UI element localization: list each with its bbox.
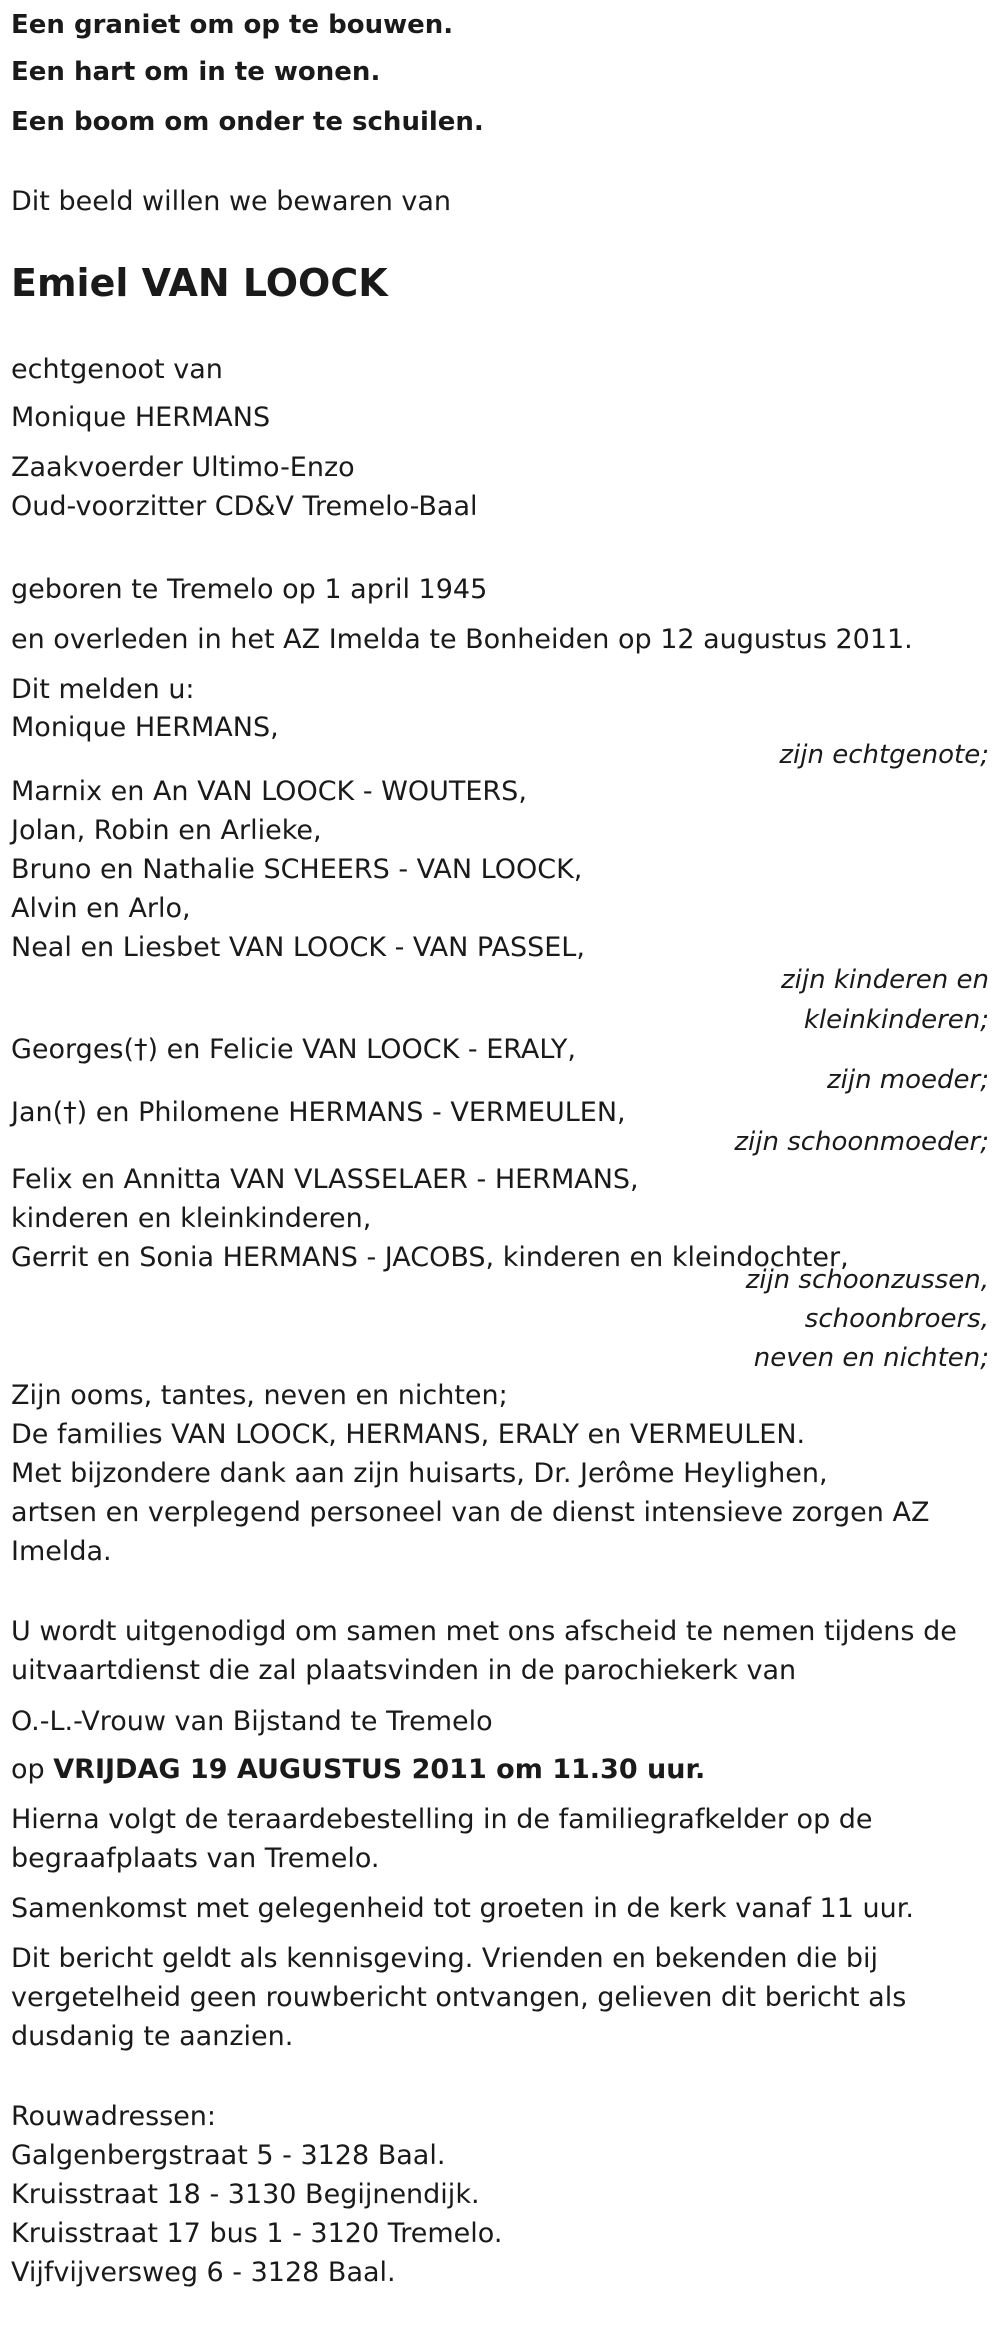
family-line: kinderen en kleinkinderen,	[11, 1203, 372, 1234]
date-prefix: op	[11, 1754, 45, 1785]
family-line: Bruno en Nathalie SCHEERS - VAN LOOCK,	[11, 854, 583, 885]
address-line: Kruisstraat 18 - 3130 Begijnendijk.	[11, 2179, 480, 2210]
family-line: Neal en Liesbet VAN LOOCK - VAN PASSEL,	[11, 932, 585, 963]
family-line: De families VAN LOOCK, HERMANS, ERALY en VERMEULEN.	[11, 1419, 806, 1450]
family-line: Georges(†) en Felicie VAN LOOCK - ERALY,	[11, 1034, 576, 1065]
notice-line: dusdanig te aanzien.	[11, 2021, 294, 2052]
family-line: Gerrit en Sonia HERMANS - JACOBS, kinderen en kleindochter,	[11, 1242, 849, 1273]
family-line: Monique HERMANS,	[11, 712, 279, 743]
address-line: Galgenbergstraat 5 - 3128 Baal.	[11, 2140, 446, 2171]
invitation-line: uitvaartdienst die zal plaatsvinden in de parochiekerk van	[11, 1655, 797, 1686]
family-line: Met bijzondere dank aan zijn huisarts, Dr. Jerôme Heylighen,	[11, 1458, 828, 1489]
spouse-name: Monique HERMANS	[11, 402, 271, 433]
role-line: Oud-voorzitter CD&V Tremelo-Baal	[11, 491, 478, 522]
address-line: Kruisstraat 17 bus 1 - 3120 Tremelo.	[11, 2218, 503, 2249]
family-line: Alvin en Arlo,	[11, 893, 191, 924]
addresses-title: Rouwadressen:	[11, 2101, 217, 2132]
notice-line: Dit bericht geldt als kennisgeving. Vrienden en bekenden die bij	[11, 1943, 879, 1974]
relation-label: kleinkinderen;	[803, 1005, 989, 1035]
relation-label: zijn moeder;	[826, 1065, 989, 1095]
family-line: Jolan, Robin en Arlieke,	[11, 815, 322, 846]
family-line: Marnix en An VAN LOOCK - WOUTERS,	[11, 776, 527, 807]
death-text: en overleden in het AZ Imelda te Bonheiden op 12 augustus 2011.	[11, 624, 913, 655]
announce-intro: Dit melden u:	[11, 674, 195, 705]
intro-text: Dit beeld willen we bewaren van	[11, 186, 452, 217]
motto-line: Een graniet om op te bouwen.	[11, 10, 454, 40]
burial-line: Hierna volgt de teraardebestelling in de familiegrafkelder op de	[11, 1804, 873, 1835]
relation-label: zijn schoonzussen,	[745, 1265, 989, 1295]
family-line: Zijn ooms, tantes, neven en nichten;	[11, 1380, 508, 1411]
date-bold: VRIJDAG 19 AUGUSTUS 2011 om 11.30 uur.	[53, 1754, 706, 1785]
relation-label: schoonbroers,	[804, 1304, 989, 1334]
relation-label: neven en nichten;	[753, 1343, 989, 1373]
spouse-label: echtgenoot van	[11, 354, 223, 385]
address-line: Vijfvijversweg 6 - 3128 Baal.	[11, 2257, 396, 2288]
relation-label: zijn kinderen en	[781, 965, 989, 995]
notice-line: vergetelheid geen rouwbericht ontvangen, gelieven dit bericht als	[11, 1982, 907, 2013]
motto-line: Een boom om onder te schuilen.	[11, 107, 484, 137]
family-line: artsen en verplegend personeel van de dienst intensieve zorgen AZ	[11, 1497, 930, 1528]
family-line: Jan(†) en Philomene HERMANS - VERMEULEN,	[11, 1097, 626, 1128]
burial-line: begraafplaats van Tremelo.	[11, 1843, 380, 1874]
role-line: Zaakvoerder Ultimo-Enzo	[11, 452, 355, 483]
relation-label: zijn echtgenote;	[779, 740, 989, 770]
motto-line: Een hart om in te wonen.	[11, 57, 381, 87]
family-line: Imelda.	[11, 1536, 112, 1567]
church-name: O.-L.-Vrouw van Bijstand te Tremelo	[11, 1706, 493, 1737]
invitation-line: U wordt uitgenodigd om samen met ons afscheid te nemen tijdens de	[11, 1616, 957, 1647]
family-line: Felix en Annitta VAN VLASSELAER - HERMANS,	[11, 1164, 639, 1195]
service-date	[11, 1750, 705, 1790]
deceased-name: Emiel VAN LOOCK	[11, 261, 388, 305]
birth-text: geboren te Tremelo op 1 april 1945	[11, 574, 488, 605]
relation-label: zijn schoonmoeder;	[734, 1127, 989, 1157]
gathering-text: Samenkomst met gelegenheid tot groeten in de kerk vanaf 11 uur.	[11, 1893, 914, 1924]
